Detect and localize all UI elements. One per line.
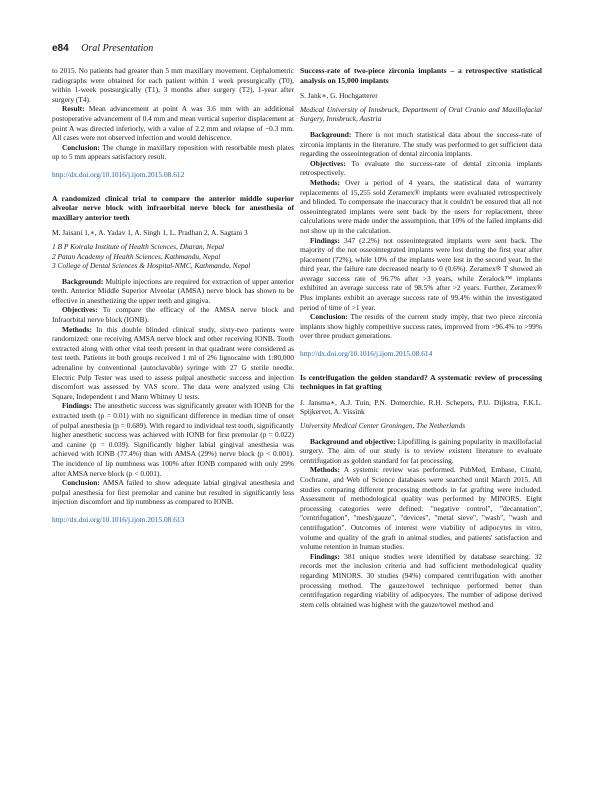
objectives-label: Objectives: — [62, 305, 98, 315]
left-column — [52, 66, 294, 539]
zirconia-methods — [300, 178, 542, 236]
amsa-conclusion — [52, 478, 294, 507]
methods-text: Over a period of 4 years, the statistical data of warranty replacements of 15,255 sold Zeramex® implants were evaluated retrospectively and blinded. To compensate the inaccuracy that it couldn't be ensured that all not osseointegrated implants were sent back by the users for replacement, three calculations were made under the assumption, that 10% of the failed implants did not show up in the calculation. — [300, 177, 542, 235]
abstract-title-fat-grafting: Is centrifugation the golden standard? A systematic review of processing techniques in fat grafting — [300, 372, 542, 392]
authors-zirconia: S. Jank∗, G. Hochgatterer — [300, 91, 378, 101]
amsa-methods — [52, 325, 294, 402]
page-number: e84 — [52, 43, 69, 54]
conclusion-text: The change in maxillary reposition with resorbable mesh plates up to 5 mm appears satisfactory result. — [52, 142, 294, 162]
amsa-objectives — [52, 305, 294, 324]
findings-text: 381 unique studies were identified by database searching. 32 records met the inclusion criteria and had sufficient methodological quality regarding MINORS. 30 studies (94%) compared centrifugation with another processing method. The gauze/towel technique performed better than centrifugation regarding viability of adipocytes. The number of adipose derived stem cells obtained was highest with the gauze/towel method and — [300, 551, 542, 609]
amsa-background — [52, 277, 294, 306]
result-label: Result: — [62, 104, 85, 114]
background-text: Lipofilling is gaining popularity in maxillofacial surgery. The aim of our study is to review existent literature to evaluate centrifugation as golden standard for fat processing. — [300, 436, 542, 465]
findings-text: The anesthetic success was significantly greater with IONB for the extracted teeth (p = 0.01) with no significant difference in median time of onset of pulpal anesthesia (p = 0.689). With regard to individual test tooth, significantly higher anesthetic success was achieved with IONB for first premolar (p = 0.022) and canine (p = 0.039). Significantly higher labial gingival anesthesia was achieved with IONB (77.4%) than with AMSA (29%) nerve block (p < 0.001). The incidence of lip numbness was 100% after IONB compared with only 29% after AMSA nerve block (p < 0.001). — [52, 401, 294, 478]
fat-findings — [300, 552, 542, 610]
authors-fat-grafting: J. Jansma∗, A.J. Tuin, P.N. Domerchie, R.H. Schepers, P.U. Dijkstra, F.K.L. Spijkervet, A. Vissink — [300, 397, 542, 417]
affiliation-3: 3 College of Dental Sciences & Hospital-NMC, Kathmandu, Nepal — [52, 261, 251, 271]
amsa-findings — [52, 401, 294, 478]
methods-text: A systemic review was performed. PubMed, Embase, Cinahl, Cochrane, and Web of Science databases were searched until March 2015. All studies comparing different processing methods in fat grafting were included. Assessment of methodological quality was performed by MINORS. Eight processing categories were defined: "negative control", "decantation", "centrifugation", "mesh/gauze", "devices", "metal sieve", "wash", "wash and centrifugation". Outcomes of interest were viability of adipocytes in vitro, volume and quality of the graft in animal studies, and patients' satisfaction and volume retention in human studies. — [300, 465, 542, 552]
abstract-title-amsa: A randomized clinical trial to compare the anterior middle superior alveolar nerve block with infraorbital nerve block for anesthesia of maxillary anterior teeth — [52, 193, 294, 222]
zirconia-conclusion — [300, 312, 542, 341]
page-header — [52, 42, 552, 56]
background-label: Background: — [310, 129, 352, 139]
zirconia-background — [300, 130, 542, 159]
doi-link-614[interactable]: http://dx.doi.org/10.1016/j.ijom.2015.08.614 — [300, 349, 433, 359]
findings-label: Findings: — [62, 401, 92, 411]
background-label: Background and objective: — [310, 436, 396, 446]
methods-text: In this double blinded clinical study, sixty-two patients were randomized: one receiving AMSA nerve block and other receiving IONB. Tooth extracted along with other vital teeth present in that quadrant were considered as test teeth. Patients in both groups received 1 ml of 2% lignocaine with 1:80,000 adrenaline by conventional (autoclavable) syringe with 27 G sterile needle. Electric Pulp Tester was used to assess pulpal anesthetic success and injection discomfort was assessed by VAS score. The data were analyzed using Chi Square, Independent t and Mann Whitney U tests. — [52, 324, 294, 401]
continued-result — [52, 104, 294, 142]
conclusion-text: AMSA failed to show adequate labial gingival anesthesia and pulpal anesthesia for first premolar and canine but resulted in significantly less injection discomfort and lip numbness as compared to IONB. — [52, 478, 294, 507]
abstract-title-zirconia: Success-rate of two-piece zirconia implants – a retrospective statistical analysis on 15,000 implants — [300, 66, 542, 85]
findings-text: 347 (2.2%) not osseointegrated implants were sent back. The majority of the not osseointegrated implants were lost during the first year after placement (72%), while 10% of the implants were lost in the second year. In the third year, the failure rate decreased nearly to 0 (0.6%). Zeramex® T showed an average success rate of 96.7% after >3 years, while Zeralock™ implants exhibited an average success rate of 98.5% after >2 years. Further, Zeramex® Plus implants exhibit an average success rate of 99.4% within the investigated period of time of >1 year. — [300, 235, 542, 312]
doi-link-612[interactable]: http://dx.doi.org/10.1016/j.ijom.2015.08.612 — [52, 169, 185, 179]
conclusion-text: The results of the current study imply, that two piece zirconia implants show highly competitive success rates, improved from >96.4% to >99% over three product generations. — [300, 312, 543, 341]
conclusion-label: Conclusion: — [310, 312, 348, 322]
objectives-text: To evaluate the success-rate of dental zirconia implants retrospectively. — [300, 158, 542, 178]
methods-label: Methods: — [310, 465, 340, 475]
affiliation-1: 1 B P Koirala Institute of Health Sciences, Dharan, Nepal — [52, 241, 225, 251]
doi-link-613[interactable]: http://dx.doi.org/10.1016/j.ijom.2015.08.613 — [52, 514, 185, 524]
continued-methods: to 2015. No patients had greater than 5 mm maxillary movement. Cephalometric radiographs were obtained for each patient within 1 week presurgically (T0), within 1-week postsurgically (T1), 3 months after surgery (T2), 1-year after surgery (T4). — [52, 66, 294, 104]
section-title: Oral Presentation — [81, 43, 154, 54]
authors-amsa: M. Jaisani 1,∗, A. Yadav 1, A. Singh 1, L. Pradhan 2, A. Sagtani 3 — [52, 228, 248, 238]
result-text: Mean advancement at point A was 3.6 mm with an additional postoperative advancement of 0.4 mm and mean vertical superior displacement at point A was directed inferiorly, with a value of 2.2 mm and relapse of −0.3 mm. All cases were not observed infection and would dehiscence. — [52, 104, 294, 143]
conclusion-label: Conclusion: — [62, 142, 100, 152]
affiliations-amsa — [52, 242, 294, 271]
findings-label: Findings: — [310, 551, 340, 561]
fat-background — [300, 437, 542, 466]
findings-label: Findings: — [310, 235, 340, 245]
background-text: Multiple injections are required for extraction of upper anterior teeth. Anterior Middle Superior Alveolar (AMSA) nerve block has shown to be effective in anesthetizing the upper teeth and gingiva. — [52, 276, 294, 305]
zirconia-objectives — [300, 159, 542, 178]
continued-conclusion — [52, 143, 294, 162]
background-label: Background: — [62, 276, 104, 286]
background-text: There is not much statistical data about the success-rate of zirconia implants in the literature. The study was performed to get sufficient data regarding the osseointegration of dental zirconia implants. — [300, 129, 542, 159]
objectives-text: To compare the efficacy of the AMSA nerve block and Infraorbital nerve block (IONB). — [52, 305, 295, 325]
affiliation-fat-grafting: University Medical Center Groningen, The Netherlands — [300, 421, 466, 430]
affiliation-zirconia: Medical University of Innsbruck, Department of Oral Cranio and Maxillofacial Surgery, Innsbruck, Austria — [300, 104, 542, 124]
objectives-label: Objectives: — [310, 158, 346, 168]
zirconia-findings — [300, 236, 542, 313]
right-column — [300, 66, 542, 609]
fat-methods — [300, 465, 542, 551]
methods-label: Methods: — [62, 324, 92, 334]
conclusion-label: Conclusion: — [62, 478, 100, 488]
affiliation-2: 2 Patan Academy of Health Sciences, Kathmandu, Nepal — [52, 251, 221, 261]
methods-label: Methods: — [310, 177, 340, 187]
